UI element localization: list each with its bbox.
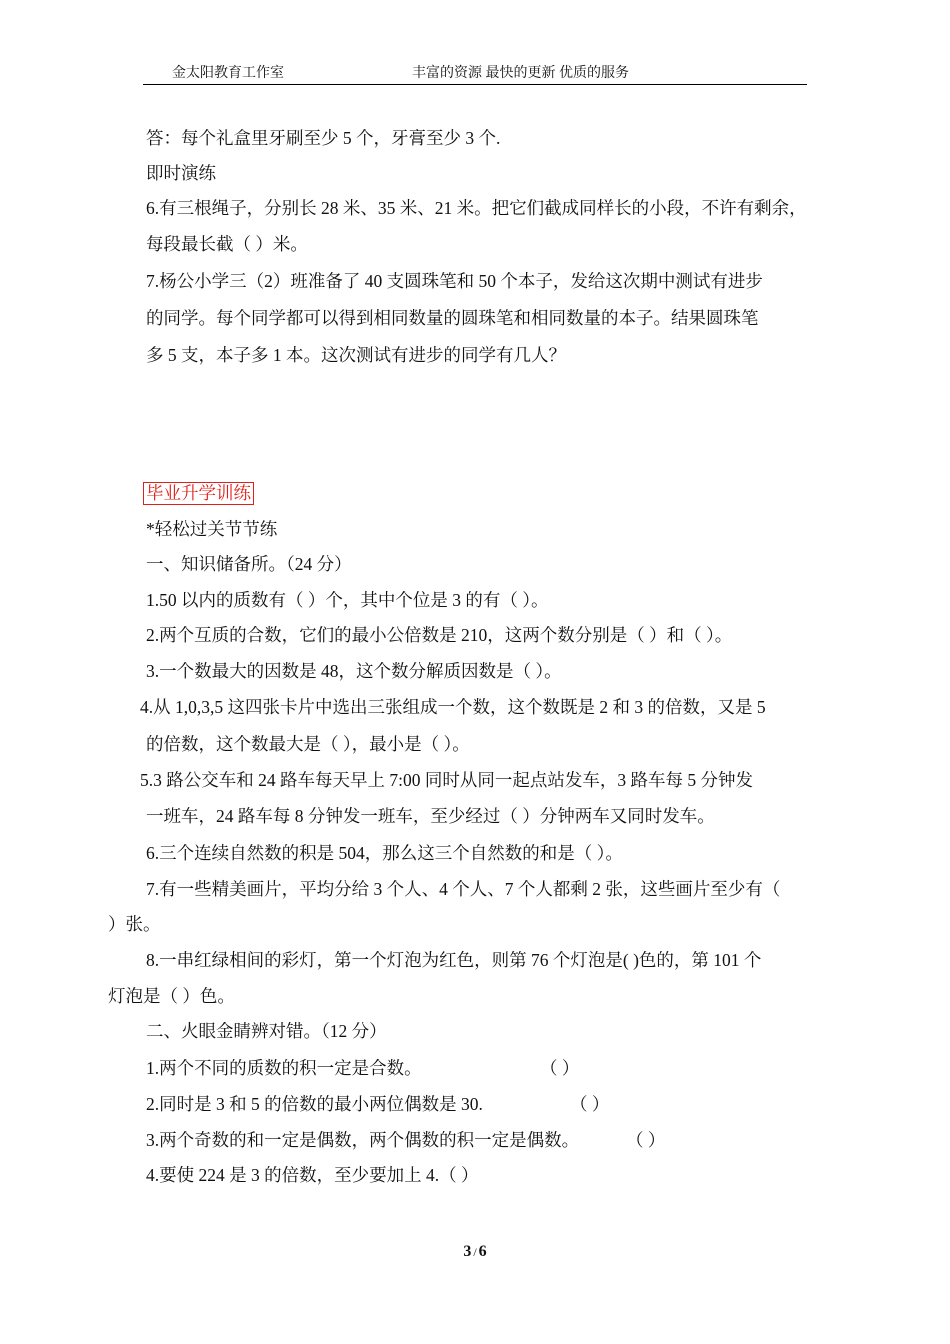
s2-question-4: 4.要使 224 是 3 的倍数，至少要加上 4.（ ） bbox=[146, 1165, 479, 1185]
header-left: 金太阳教育工作室 bbox=[172, 66, 284, 81]
page-total: 6 bbox=[478, 1243, 487, 1260]
answer-line: 答：每个礼盒里牙刷至少 5 个，牙膏至少 3 个. bbox=[146, 128, 501, 148]
section-2-heading: 二、火眼金睛辨对错。（12 分） bbox=[146, 1021, 387, 1041]
s1-question-7-line-1: 7.有一些精美画片，平均分给 3 个人、4 个人、7 个人都剩 2 张，这些画片至少有（ bbox=[146, 879, 781, 899]
s2-question-3: 3.两个奇数的和一定是偶数，两个偶数的积一定是偶数。 bbox=[146, 1130, 580, 1150]
s2-question-2-bracket: （ ） bbox=[570, 1094, 610, 1114]
page-footer bbox=[0, 1243, 950, 1261]
question-6-line-2: 每段最长截（ ）米。 bbox=[146, 234, 308, 254]
header-rule bbox=[143, 84, 807, 85]
question-6-line-1: 6.有三根绳子，分别长 28 米、35 米、21 米。把它们截成同样长的小段，不许有剩余， bbox=[146, 198, 807, 218]
page-separator: / bbox=[473, 1245, 477, 1259]
question-7-line-3: 多 5 支，本子多 1 本。这次测试有进步的同学有几人？ bbox=[146, 345, 566, 365]
section-1-heading: 一、知识储备所。（24 分） bbox=[146, 554, 352, 574]
s2-question-3-bracket: （ ） bbox=[626, 1130, 666, 1150]
s1-question-6: 6.三个连续自然数的积是 504，那么这三个自然数的和是（ ）。 bbox=[146, 843, 623, 863]
s1-question-8-line-1: 8.一串红绿相间的彩灯，第一个灯泡为红色，则第 76 个灯泡是( )色的，第 101 个 bbox=[146, 950, 762, 970]
s1-question-8-line-2: 灯泡是（ ）色。 bbox=[108, 986, 235, 1006]
training-title: 毕业升学训练 bbox=[143, 482, 254, 505]
s1-question-5-line-2: 一班车，24 路车每 8 分钟发一班车，至少经过（ ）分钟两车又同时发车。 bbox=[146, 806, 715, 826]
s2-question-2: 2.同时是 3 和 5 的倍数的最小两位偶数是 30. bbox=[146, 1094, 483, 1114]
training-subtitle: *轻松过关节节练 bbox=[146, 519, 278, 539]
question-7-line-2: 的同学。每个同学都可以得到相同数量的圆珠笔和相同数量的本子。结果圆珠笔 bbox=[146, 308, 759, 328]
s1-question-2: 2.两个互质的合数，它们的最小公倍数是 210，这两个数分别是（ ）和（ ）。 bbox=[146, 625, 733, 645]
page-number: 3 bbox=[463, 1243, 472, 1260]
s1-question-4-line-2: 的倍数，这个数最大是（ ），最小是（ ）。 bbox=[146, 734, 470, 754]
practice-title: 即时演练 bbox=[146, 163, 216, 183]
s2-question-1: 1.两个不同的质数的积一定是合数。 bbox=[146, 1058, 422, 1078]
header-right: 丰富的资源 最快的更新 优质的服务 bbox=[412, 66, 629, 81]
s1-question-1: 1.50 以内的质数有（ ）个，其中个位是 3 的有（ ）。 bbox=[146, 590, 549, 610]
s1-question-3: 3.一个数最大的因数是 48，这个数分解质因数是（ ）。 bbox=[146, 661, 562, 681]
s1-question-5-line-1: 5.3 路公交车和 24 路车每天早上 7:00 同时从同一起点站发车，3 路车每 5 分钟发 bbox=[140, 770, 753, 790]
question-7-line-1: 7.杨公小学三（2）班准备了 40 支圆珠笔和 50 个本子，发给这次期中测试有进步 bbox=[146, 271, 763, 291]
s1-question-7-line-2: ）张。 bbox=[108, 914, 161, 934]
s1-question-4-line-1: 4.从 1,0,3,5 这四张卡片中选出三张组成一个数，这个数既是 2 和 3 的倍数，又是 5 bbox=[140, 697, 766, 717]
s2-question-1-bracket: （ ） bbox=[540, 1058, 580, 1078]
